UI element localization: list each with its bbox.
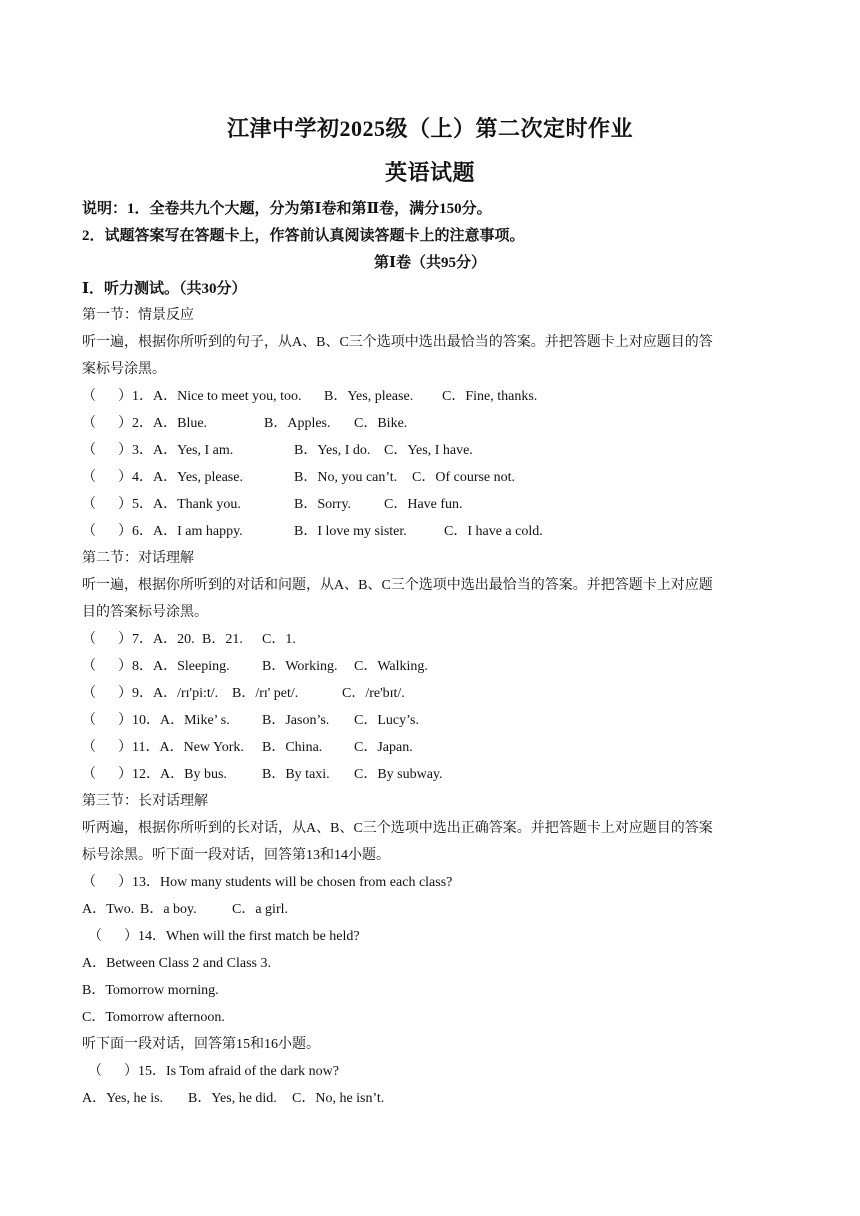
sub1-title: 第一节：情景反应 (82, 308, 194, 323)
exam-title: 江津中学初2025级（上）第二次定时作业 (226, 116, 633, 141)
sub3-instructions-2: 标号涂黑。听下面一段对话，回答第13和14小题。 (82, 848, 390, 863)
part1-heading: 第Ⅰ卷（共95分） (373, 255, 487, 271)
exam-page: 江津中学初2025级（上）第二次定时作业 英语试题 说明：1．全卷共九个大题，分为第Ⅰ卷和第Ⅱ卷，满分150分。 2．试题答案写在答题卡上，作答前认真阅读答题卡上的注意事项。 第Ⅰ卷（共95分） Ⅰ．听力测试。（共30分） 第一节：情景反应 听一遍，根据你所听到的句子，从A、B、C三个选项中选出最恰当的答案。并把答题卡上对应题目的答 案标号涂黑。 （ ）1．A．Nice to meet you, too. B．Yes, please. C．Fine, thanks. （ ）2．A．Blue. B．Apples. C．Bike. （ ）3．A．Yes, I am. B．Yes, I do. C．Yes, I have. （ ）4．A．Yes, please. B．No, you can’t. C．Of course not. （ ）5．A．Thank you. B．Sorry. C．Have fun. （ ）6．A．I am happy. B．I love my sister. C．I have a cold. 第二节：对话理解 听一遍，根据你所听到的对话和问题，从A、B、C三个选项中选出最恰当的答案。并把答题卡上对应题 目的答案标号涂黑。 （ ）7．A．20. B．21. C．1. （ ）8．A．Sleeping. B．Working. C．Walking. （ ）9．A．/rɪ'pi:t/. B．/rɪ' pet/. C．/re'bɪt/. （ ）10．A．Mike’ s. B．Jason’s. C．Lucy’s. （ ）11．A．New York. B．China. C．Japan. （ ）12．A．By bus. B．By taxi. C．By subway. 第三节：长对话理解 听两遍，根据你所听到的长对话，从A、B、C三个选项中选出正确答案。并把答题卡上对应题目的答案 标号涂黑。听下面一段对话，回答第13和14小题。 （ ）13．How many students will be chosen from each class? A．Two. B．a boy. C．a girl. （ ）14．When will the first match be held? A．Between Class 2 and Class 3. B．Tomorrow morning. C．Tomorrow afternoon. 听下面一段对话，回答第15和16小题。 （ ）15．Is Tom afraid of the dark now? A．Yes, he is. B．Yes, he did. C．No, he isn’t. (0, 0, 860, 1216)
dialog2-instructions: 听下面一段对话，回答第15和16小题。 (82, 1037, 320, 1052)
sub2-instructions-2: 目的答案标号涂黑。 (82, 605, 208, 620)
sub2-title: 第二节：对话理解 (82, 551, 194, 566)
exam-subtitle: 英语试题 (384, 160, 475, 185)
question-14-option-b: B．Tomorrow morning. (82, 983, 219, 998)
sub2-instructions-1: 听一遍，根据你所听到的对话和问题，从A、B、C三个选项中选出最恰当的答案。并把答题卡上对应题 (82, 578, 713, 593)
sub3-instructions-1: 听两遍，根据你所听到的长对话，从A、B、C三个选项中选出正确答案。并把答题卡上对应题目的答案 (82, 821, 713, 836)
note-1: 说明：1．全卷共九个大题，分为第Ⅰ卷和第Ⅱ卷，满分150分。 (82, 201, 492, 217)
sub3-title: 第三节：长对话理解 (82, 794, 208, 809)
question-14-option-a: A．Between Class 2 and Class 3. (82, 956, 271, 971)
sub1-instructions-1: 听一遍，根据你所听到的句子，从A、B、C三个选项中选出最恰当的答案。并把答题卡上对应题目的答 (82, 335, 713, 350)
question-14-option-c: C．Tomorrow afternoon. (82, 1010, 225, 1025)
section1-heading: Ⅰ．听力测试。（共30分） (82, 281, 247, 297)
sub1-instructions-2: 案标号涂黑。 (82, 362, 166, 377)
note-2: 2．试题答案写在答题卡上，作答前认真阅读答题卡上的注意事项。 (82, 228, 525, 244)
